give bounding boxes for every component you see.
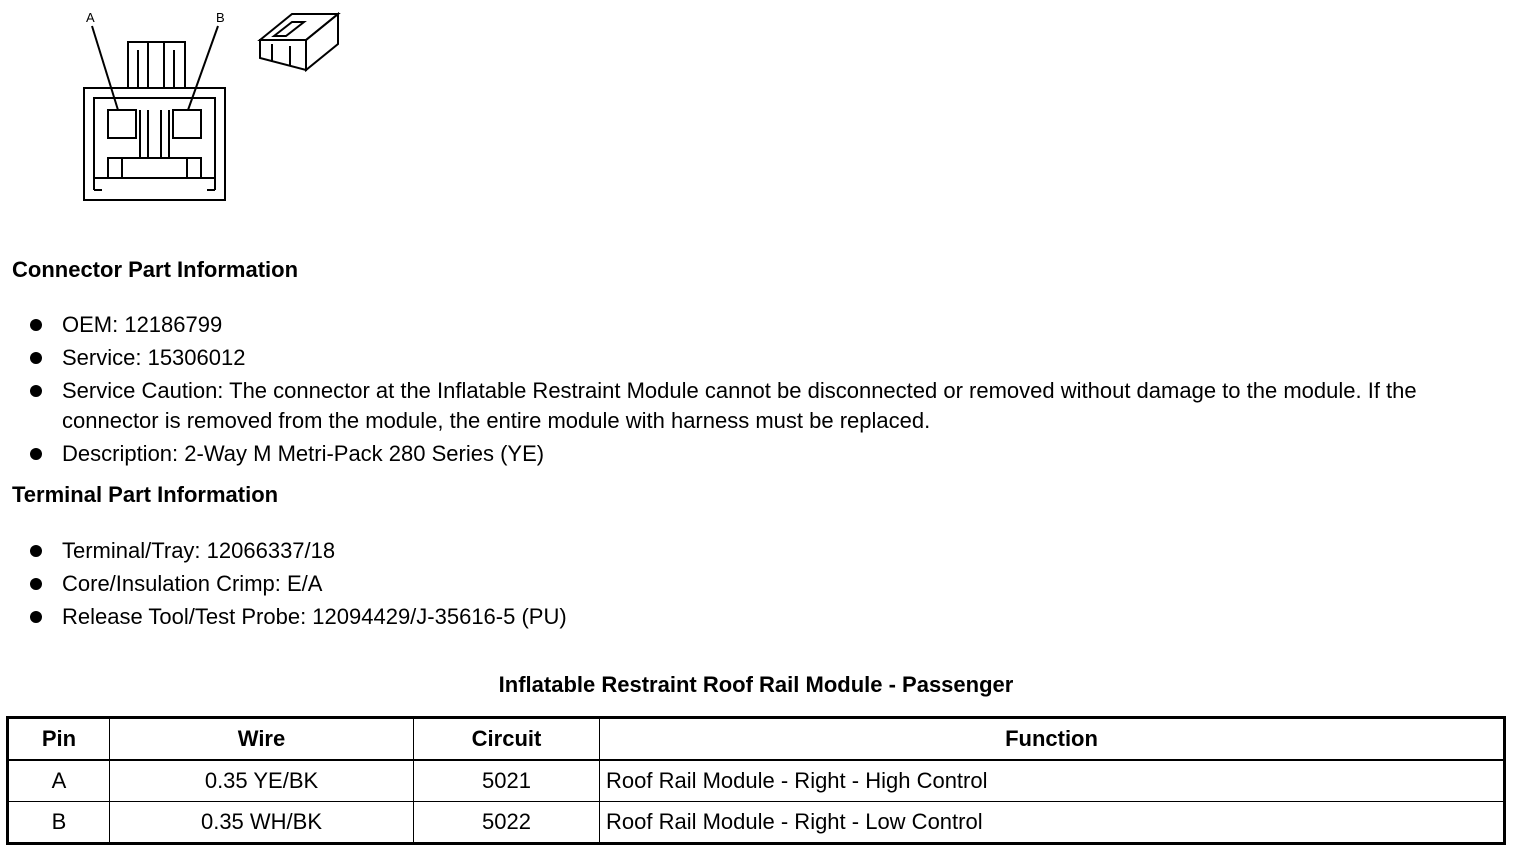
cell-wire: 0.35 YE/BK <box>110 760 414 802</box>
list-item: Release Tool/Test Probe: 12094429/J-35616-5 (PU) <box>0 602 1500 632</box>
pin-cavity-a <box>108 110 136 138</box>
cell-wire: 0.35 WH/BK <box>110 802 414 844</box>
pin-table <box>6 716 1506 845</box>
list-item: OEM: 12186799 <box>0 310 1500 340</box>
list-item: Service: 15306012 <box>0 343 1500 373</box>
cell-pin: B <box>8 802 110 844</box>
table-header-row <box>8 718 1505 761</box>
column-header-pin: Pin <box>8 718 110 761</box>
list-item: Service Caution: The connector at the Inflatable Restraint Module cannot be disconnected or removed without damage to the module. If the connector is removed from the module, the entire module with harness must be replaced. <box>0 376 1500 436</box>
terminal-info-heading: Terminal Part Information <box>12 482 279 507</box>
connector-face-drawing <box>60 0 380 210</box>
cell-function: Roof Rail Module - Right - Low Control <box>600 802 1505 844</box>
cell-circuit: 5022 <box>414 802 600 844</box>
terminal-info-list <box>0 536 1500 635</box>
pin-cavity-b <box>173 110 201 138</box>
table-row <box>8 802 1505 844</box>
list-item: Terminal/Tray: 12066337/18 <box>0 536 1500 566</box>
list-item: Description: 2-Way M Metri-Pack 280 Series (YE) <box>0 439 1500 469</box>
column-header-circuit: Circuit <box>414 718 600 761</box>
table-row <box>8 760 1505 802</box>
column-header-function: Function <box>600 718 1505 761</box>
list-item: Core/Insulation Crimp: E/A <box>0 569 1500 599</box>
column-header-wire: Wire <box>110 718 414 761</box>
connector-housing <box>84 88 225 200</box>
pin-label-b: B <box>216 10 225 25</box>
cell-function: Roof Rail Module - Right - High Control <box>600 760 1505 802</box>
connector-latch <box>128 42 185 88</box>
connector-info-heading: Connector Part Information <box>12 257 299 282</box>
pin-table-title: Inflatable Restraint Roof Rail Module - Passenger <box>498 672 1014 697</box>
cell-pin: A <box>8 760 110 802</box>
connector-diagram <box>60 0 380 210</box>
pin-label-a: A <box>86 10 95 25</box>
connector-3d-view <box>260 14 338 70</box>
cell-circuit: 5021 <box>414 760 600 802</box>
connector-info-list <box>0 310 1500 472</box>
